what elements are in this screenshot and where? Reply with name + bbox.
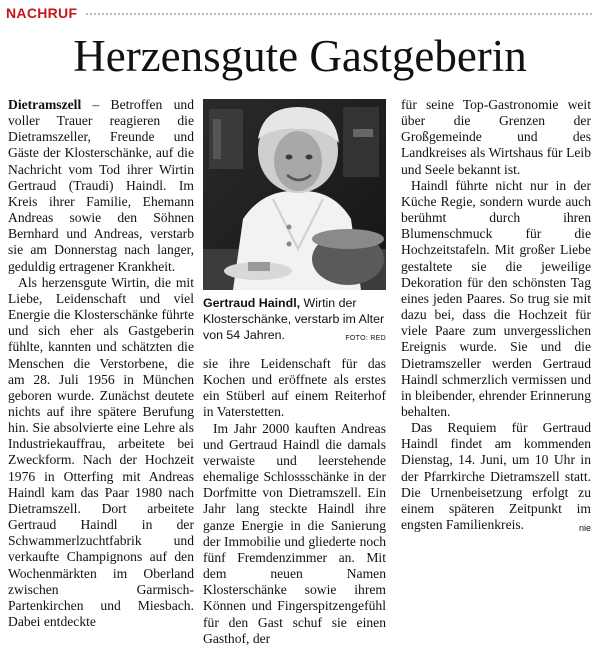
author-signature: nie xyxy=(578,523,591,534)
photo-caption xyxy=(203,296,386,346)
paragraph-5: für seine Top-Gastronomie weit über die Grenzen der Großgemeinde und des Landkreises als Wirtshaus für Leib und Seele bekannt ist. xyxy=(401,97,591,177)
article-column-1 xyxy=(8,97,194,630)
paragraph-1-text: – Betroffen und voller Trauer reagieren die Dietramszeller, Freunde und Gäste der Klosterschänke, auf die Nachricht vom Tod ihrer Wirtin Gertraud (Traudi) Haindl. Im Kreis ihrer Familie, Ehemann Andreas sowie den Söhnen Bernhard und Andreas, verstarb sie am Donnerstag nach langer, geduldig ertragener Krankheit. xyxy=(8,97,194,274)
paragraph-2: Als herzensgute Wirtin, die mit Liebe, Leidenschaft und viel Energie die Klosterschänke führte und sich eher als Gastgeberin fühlte, kannten und schätzten die Menschen die Verstorbene, die am 28. Juli 1956 in München geboren wurde. Zunächst deutete nichts auf ihre spätere Berufung hin. Sie absolvierte eine Lehre als Industriekauffrau, arbeitete bei Zweckform. Nach der Hochzeit 1976 in Otterfing mit Andreas Haindl kam das Paar 1980 nach Dietramszell. Dort arbeitete Gertraud Haindl in der Schwammerlzuchtfabrik und verkaufte Champignons auf den Wochenmärkten im Oberland zwischen Garmisch-Partenkirchen und Miesbach. Dabei entdeckte xyxy=(8,274,194,629)
section-kicker xyxy=(6,4,594,22)
dateline: Dietramszell xyxy=(8,97,82,112)
kicker-label: NACHRUF xyxy=(6,5,78,21)
paragraph-7-text: Das Requiem für Gertraud Haindl findet am kommenden Dienstag, 14. Juni, um 10 Uhr in der Pfarrkirche Dietramszell statt. Die Urnenbeisetzung erfolgt zu einem späteren Zeitpunkt im engsten Familienkreis. xyxy=(401,420,591,533)
article-column-3 xyxy=(401,97,591,536)
caption-text: Wirtin der Klosterschänke, verstarb im Alter von 54 Jahren. xyxy=(203,296,385,342)
portrait-photo xyxy=(203,99,386,290)
paragraph-6: Haindl führte nicht nur in der Küche Regie, sondern wurde auch berühmt durch ihren Blumenschmuck für die Hochzeitstafeln. Mit großer Liebe gestaltete sie die jeweilige Dekoration für den schönsten Tag eines jeden Paares. So trug sie mit dazu bei, dass die Hochzeit für viele Paare zum unvergesslichen Ereignis wurde. Sie und die Dietramszeller werden Gertraud Haindl schmerzlich vermissen und in bleibender, ehrender Erinnerung behalten. xyxy=(401,177,591,419)
paragraph-1 xyxy=(8,97,194,275)
caption-name: Gertraud Haindl, xyxy=(203,296,301,310)
paragraph-3: sie ihre Leidenschaft für das Kochen und eröffnete als erstes ein Stüberl auf einem Reiterhof in Vaterstetten. xyxy=(203,356,386,420)
headline: Herzensgute Gastgeberin xyxy=(73,31,527,81)
paragraph-4: Im Jahr 2000 kauften Andreas und Gertraud Haindl die damals verwaiste und leerstehende ehemalige Schlossschänke in der Dorfmitte von Dietramszell. Ein Jahr lang steckte Haindl ihre ganze Energie in die Sanierung der Immobilie und gliederte noch fünf Fremdenzimmer an. Mit dem neuen Namen Klosterschänke sowie ihrem Können und Fingerspitzengefühl für den Gast schuf sie einen Gasthof, der xyxy=(203,420,386,646)
kicker-dotted-rule xyxy=(85,12,594,17)
photo-credit: FOTO: RED xyxy=(345,334,386,342)
article-column-2 xyxy=(203,356,386,647)
paragraph-7 xyxy=(401,420,591,533)
